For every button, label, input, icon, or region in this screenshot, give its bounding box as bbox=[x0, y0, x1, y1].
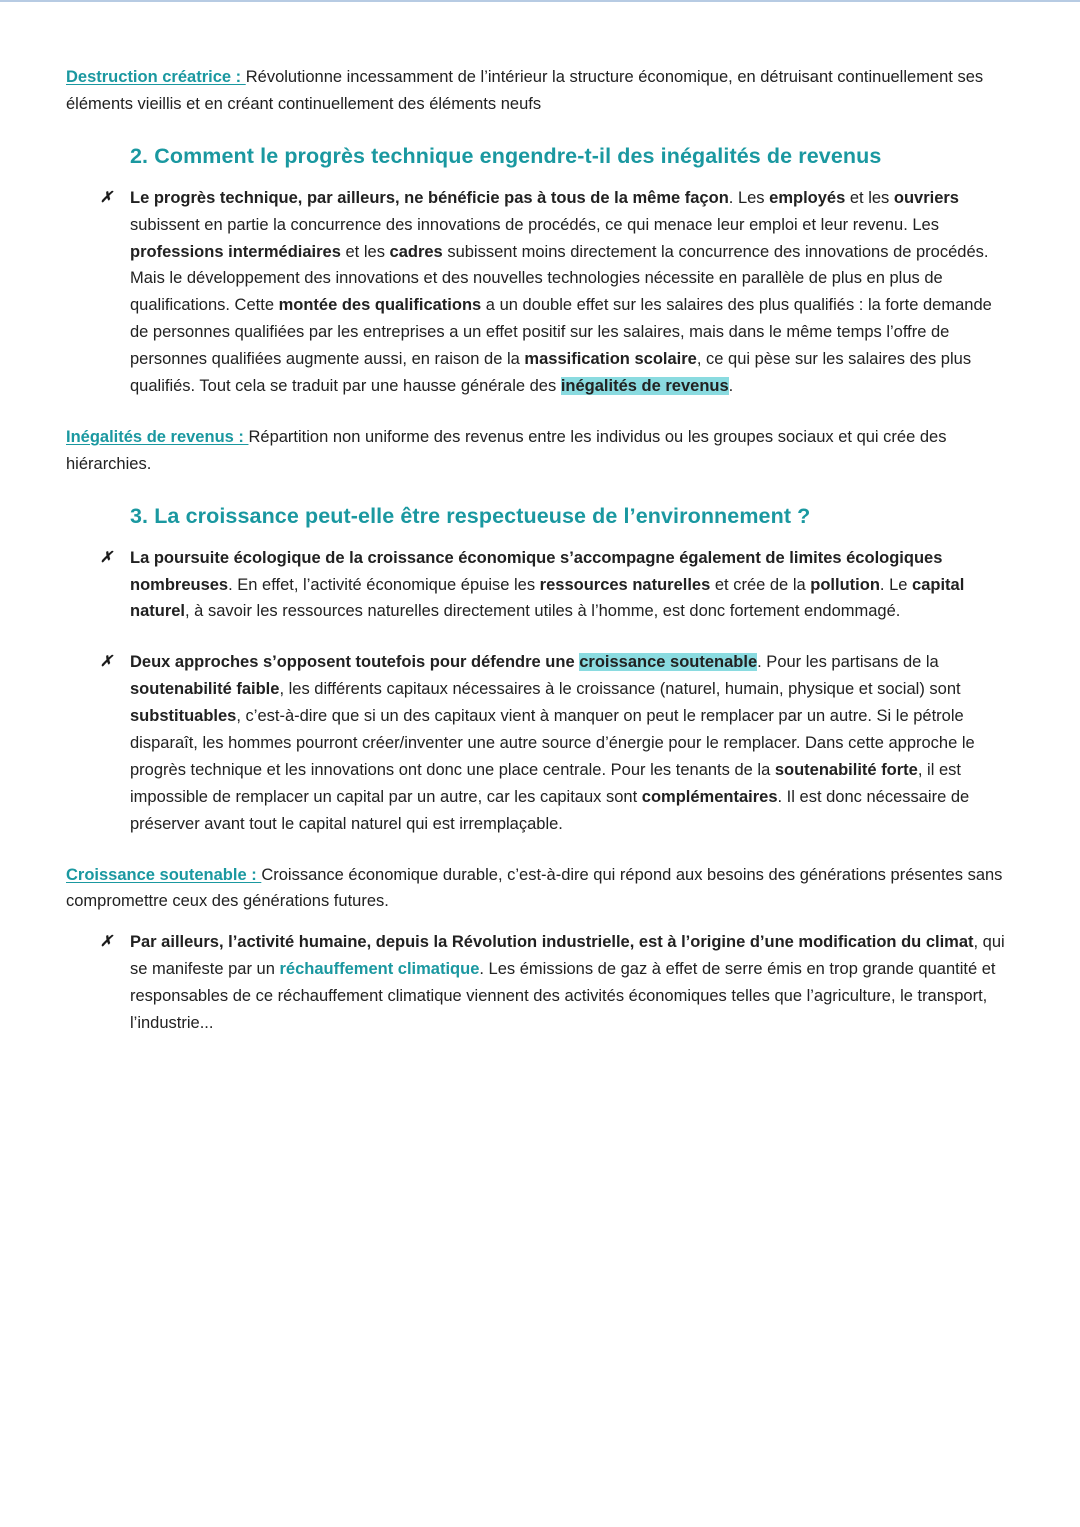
bullet-item-4 bbox=[100, 929, 1014, 1037]
bullet-text-1: Le progrès technique, par ailleurs, ne bénéficie pas à tous de la même façon. Les employés et les ouvriers subissent en partie la concurrence des innovations de procédés, ce qui menace leur emploi et leur revenu. Les professions intermédiaires et les cadres subissent moins directement la concurrence des innovations de procédés. Mais le développement des innovations et des nouvelles technologies nécessite en parallèle de plus en plus de qualifications. Cette montée des qualifications a un double effet sur les salaires des plus qualifiés : la forte demande de personnes qualifiées par les entreprises a un effet positif sur les salaires, mais dans le même temps l’offre de personnes qualifiées augmente aussi, en raison de la massification scolaire, ce qui pèse sur les salaires des plus qualifiés. Tout cela se traduit par une hausse générale des inégalités de revenus. bbox=[130, 188, 992, 396]
definition-inegalites-de-revenus: Inégalités de revenus : Répartition non uniforme des revenus entre les individus ou les groupes sociaux et qui crée des hiérarchies. bbox=[66, 427, 947, 473]
definition-destruction-creatrice: Destruction créatrice : Révolutionne incessamment de l’intérieur la structure économique, en détruisant continuellement ses éléments vieillis et en créant continuellement des éléments neufs bbox=[66, 68, 984, 113]
bullet-text-3: Deux approches s’opposent toutefois pour défendre une croissance soutenable. Pour les partisans de la soutenabilité faible, les différents capitaux nécessaires à le croissance (naturel, humain, physique et social) sont substituables, c’est-à-dire que si un des capitaux vient à manquer on peut le remplacer par un autre. Si le pétrole disparaît, les hommes pourront créer/inventer une autre source d’énergie pour le remplacer. Dans cette approche le progrès technique et les innovations ont donc une place centrale. Pour les tenants de la soutenabilité forte, il est impossible de remplacer un capital par un autre, car les capitaux sont complémentaires. Il est donc nécessaire de préserver avant tout le capital naturel qui est irremplaçable. bbox=[130, 653, 975, 833]
cross-bullet-icon: ✗ bbox=[100, 653, 113, 671]
section-heading-3: 3. La croissance peut-elle être respectueuse de l’environnement ? bbox=[130, 503, 811, 528]
bullet-item-2 bbox=[100, 545, 1014, 626]
cross-bullet-icon: ✗ bbox=[100, 188, 113, 206]
cross-bullet-icon: ✗ bbox=[100, 933, 113, 951]
cross-bullet-icon: ✗ bbox=[100, 548, 113, 566]
bullet-item-1 bbox=[100, 185, 1014, 400]
bullet-text-4: Par ailleurs, l’activité humaine, depuis la Révolution industrielle, est à l’origine d’une modification du climat, qui se manifeste par un réchauffement climatique. Les émissions de gaz à effet de serre émis en trop grande quantité et responsables de ce réchauffement climatique viennent des activités économiques telles que l’agriculture, le transport, l’industrie... bbox=[130, 933, 1005, 1033]
bullet-text-2: La poursuite écologique de la croissance économique s’accompagne également de limites écologiques nombreuses. En effet, l’activité économique épuise les ressources naturelles et crée de la pollution. Le capital naturel, à savoir les ressources naturelles directement utiles à l’homme, est donc fortement endommagé. bbox=[130, 548, 965, 621]
definition-croissance-soutenable: Croissance soutenable : Croissance économique durable, c’est-à-dire qui répond aux besoins des générations présentes sans compromettre ceux des générations futures. bbox=[66, 865, 1003, 911]
bullet-item-3 bbox=[100, 649, 1014, 837]
section-heading-2: 2. Comment le progrès technique engendre-t-il des inégalités de revenus bbox=[130, 143, 882, 168]
